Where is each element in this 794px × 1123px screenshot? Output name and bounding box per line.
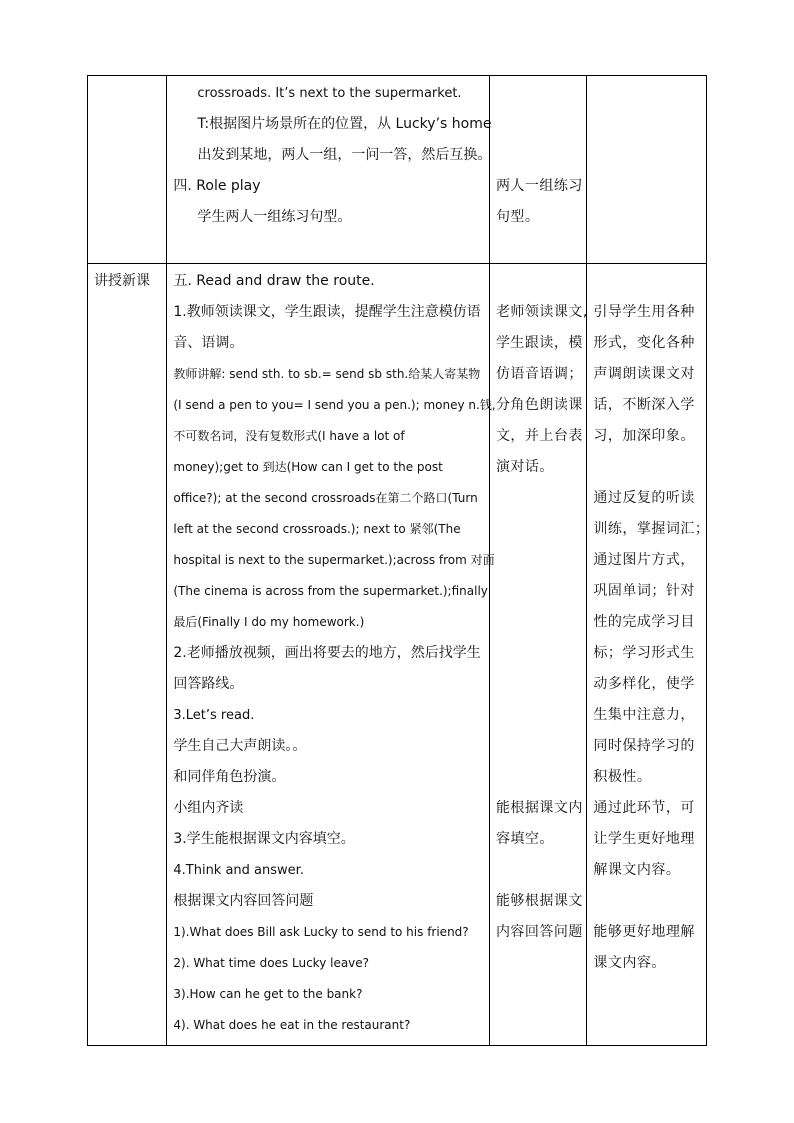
- text-line: 通过反复的听读: [593, 490, 695, 506]
- text-line: 演对话。: [495, 459, 554, 475]
- question-line: 2). What time does Lucky leave?: [173, 956, 370, 970]
- text-line: 学生跟读，模: [495, 335, 583, 351]
- text-line: 容填空。: [495, 831, 554, 847]
- text-line: office?); at the second crossroads在第二个路口(Turn: [173, 491, 478, 505]
- section-heading: 五. Read and draw the route.: [173, 273, 375, 289]
- text-line: 积极性。: [593, 769, 652, 785]
- text-line: 4.Think and answer.: [173, 863, 304, 878]
- row2-activity-cell: [489, 264, 586, 1046]
- text-line: 老师领读课文,: [495, 304, 588, 320]
- text-line: 能根据课文内: [495, 800, 583, 816]
- text-line: 训练，掌握词汇；: [593, 521, 710, 537]
- text-line: 通过图片方式，: [593, 552, 695, 568]
- row1-activity-cell: [489, 76, 586, 264]
- text-line: 课文内容。: [593, 955, 666, 971]
- text-line: 学生两人一组练习句型。: [197, 209, 352, 225]
- text-line: 根据课文内容回答问题: [173, 893, 314, 909]
- text-line: (The cinema is across from the supermarket.);finally: [173, 584, 488, 598]
- text-line: 学生自己大声朗读。。: [173, 738, 307, 754]
- text-line: 让学生更好地理: [593, 831, 695, 847]
- text-line: 两人一组练习: [495, 178, 583, 194]
- text-line: 话，不断深入学: [593, 397, 695, 413]
- text-line: 生集中注意力，: [593, 707, 695, 723]
- text-line: (I send a pen to you= I send you a pen.); money n.钱,: [173, 398, 496, 412]
- question-line: 4). What does he eat in the restaurant?: [173, 1018, 411, 1032]
- row2-label-cell: [88, 264, 167, 1046]
- text-line: 解课文内容。: [593, 862, 681, 878]
- text-line: 标；学习形式生: [593, 645, 695, 661]
- table-row: [88, 264, 707, 1046]
- text-line: 能够更好地理解: [593, 924, 695, 940]
- text-line: 回答路线。: [173, 676, 244, 692]
- question-line: 1).What does Bill ask Lucky to send to his friend?: [173, 925, 469, 939]
- text-line: 3.学生能根据课文内容填空。: [173, 831, 355, 847]
- text-line: 仿语音语调；: [495, 366, 583, 382]
- text-line: T:根据图片场景所在的位置，从 Lucky’s home: [197, 116, 492, 132]
- text-line: 巩固单词；针对: [593, 583, 695, 599]
- text-line: money);get to 到达(How can I get to the post: [173, 460, 443, 474]
- section-label: 讲授新课: [94, 273, 150, 289]
- row2-content-cell: [167, 264, 496, 1046]
- lesson-plan-table: [87, 75, 710, 1046]
- text-line: 通过此环节，可: [593, 800, 695, 816]
- text-line: 2.老师播放视频，画出将要去的地方，然后找学生: [173, 645, 481, 661]
- text-line: 1.教师领读课文，学生跟读，提醒学生注意模仿语: [173, 304, 481, 320]
- row1-content-cell: [167, 76, 490, 264]
- text-line: 最后(Finally I do my homework.): [173, 615, 365, 629]
- question-line: 3).How can he get to the bank?: [173, 987, 363, 1001]
- text-line: 文，并上台表: [495, 428, 583, 444]
- text-line: 出发到某地，两人一组，一问一答，然后互换。: [197, 147, 492, 163]
- text-line: 动多样化，使学: [593, 676, 695, 692]
- text-line: 引导学生用各种: [593, 304, 695, 320]
- text-line: 不可数名词，没有复数形式(I have a lot of: [173, 429, 405, 443]
- text-line: left at the second crossroads.); next to 紧邻(The: [173, 522, 461, 536]
- text-line: crossroads. It’s next to the supermarket.: [197, 86, 462, 101]
- text-line: 分角色朗读课: [495, 397, 583, 413]
- text-line: 教师讲解: send sth. to sb.= send sb sth.给某人寄某物: [173, 367, 481, 381]
- row2-purpose-cell: [587, 264, 710, 1046]
- text-line: hospital is next to the supermarket.);across from 对面: [173, 553, 495, 567]
- text-line: 同时保持学习的: [593, 738, 695, 754]
- text-line: 句型。: [495, 209, 540, 225]
- text-line: 内容回答问题: [495, 924, 583, 940]
- section-heading: 四. Role play: [173, 178, 261, 194]
- text-line: 3.Let’s read.: [173, 708, 255, 723]
- text-line: 小组内齐读: [173, 800, 244, 816]
- row1-label-cell: [88, 76, 167, 264]
- text-line: 音、语调。: [173, 335, 244, 351]
- text-line: 声调朗读课文对: [593, 366, 695, 382]
- text-line: 习，加深印象。: [593, 428, 695, 444]
- text-line: 能够根据课文: [495, 893, 583, 909]
- row1-purpose-cell: [587, 76, 707, 264]
- table-row: [88, 76, 707, 264]
- text-line: 和同伴角色扮演。: [173, 769, 286, 785]
- text-line: 性的完成学习目: [593, 614, 695, 630]
- text-line: 形式，变化各种: [593, 335, 695, 351]
